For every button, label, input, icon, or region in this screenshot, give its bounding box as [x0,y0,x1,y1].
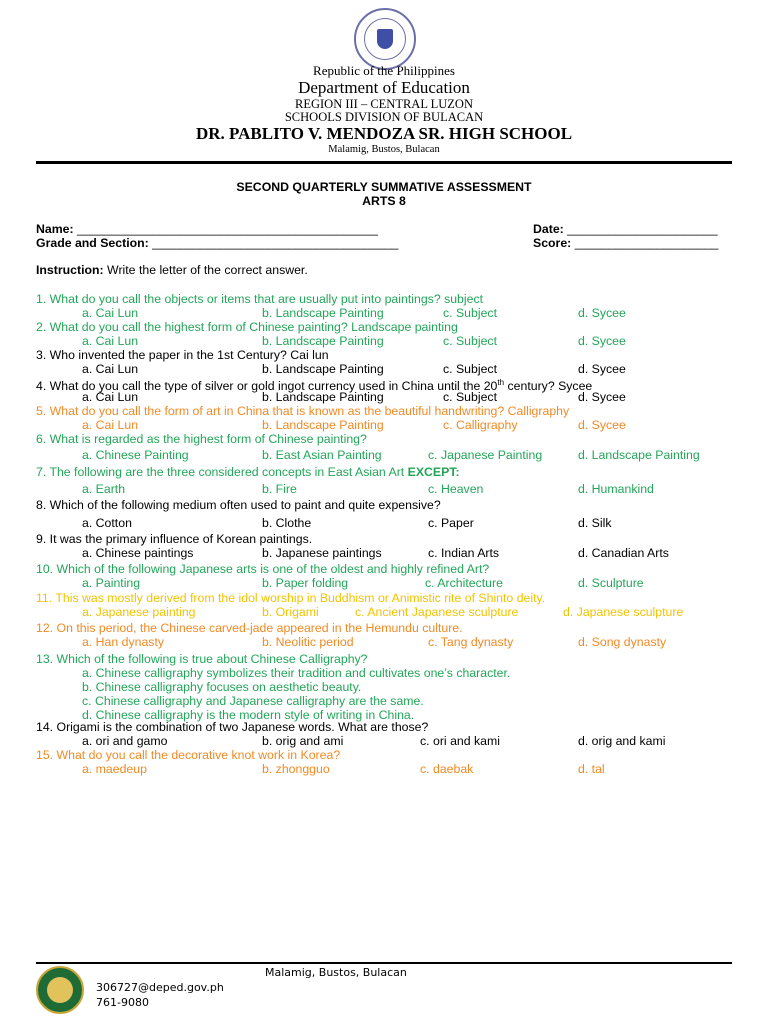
choice-15a[interactable]: a. maedeup [82,762,147,776]
division-line: SCHOOLS DIVISION OF BULACAN [284,110,484,124]
question-7-emphasis: EXCEPT: [407,465,460,479]
choice-2a[interactable]: a. Cai Lun [82,334,139,348]
choice-2b[interactable]: b. Landscape Painting [262,334,384,348]
choice-2d[interactable]: d. Sycee [578,334,626,348]
instruction-label: Instruction: [36,263,104,277]
choice-6a[interactable]: a. Chinese Painting [82,448,189,462]
choice-10a[interactable]: a. Painting [82,576,141,590]
choice-9a[interactable]: a. Chinese paintings [82,546,194,560]
header-divider [36,161,732,164]
shield-icon [377,29,393,49]
choice-2c[interactable]: c. Subject [443,334,497,348]
question-8: 8. Which of the following medium often used to paint and quite expensive? [36,498,441,512]
question-4-text-end: century? Sycee [504,379,593,394]
question-13: 13. Which of the following is true about Chinese Calligraphy? [36,652,368,666]
choice-8d[interactable]: d. Silk [578,516,612,530]
choice-3d[interactable]: d. Sycee [578,362,626,376]
question-2: 2. What do you call the highest form of Chinese painting? Landscape painting [36,320,458,334]
choice-5d[interactable]: d. Sycee [578,418,626,432]
question-3: 3. Who invented the paper in the 1st Century? Cai lun [36,348,329,362]
seal-ring [364,18,406,60]
date-field[interactable] [533,222,718,236]
choice-10c[interactable]: c. Architecture [425,576,503,590]
choice-3c[interactable]: c. Subject [443,362,497,376]
instruction-text: Write the letter of the correct answer. [103,263,308,277]
question-6: 6. What is regarded as the highest form of Chinese painting? [36,432,367,446]
choice-6b[interactable]: b. East Asian Painting [262,448,382,462]
question-7-text: 7. The following are the three considered concepts in East Asian Art [36,465,408,479]
question-5: 5. What do you call the form of art in China that is known as the beautiful handwriting? Calligraphy [36,404,570,418]
choice-8a[interactable]: a. Cotton [82,516,132,530]
question-10: 10. Which of the following Japanese arts is one of the oldest and highly refined Art? [36,562,490,576]
grade-section-field[interactable] [36,236,398,250]
choice-7c[interactable]: c. Heaven [428,482,484,496]
choice-3a[interactable]: a. Cai Lun [82,362,139,376]
choice-5b[interactable]: b. Landscape Painting [262,418,384,432]
deped-seal-logo [354,8,416,70]
choice-13d[interactable]: d. Chinese calligraphy is the modern style of writing in China. [82,708,415,722]
choice-12b[interactable]: b. Neolitic period [262,635,354,649]
choice-5c[interactable]: c. Calligraphy [443,418,518,432]
choice-14c[interactable]: c. ori and kami [420,734,500,748]
choice-11a[interactable]: a. Japanese painting [82,605,196,619]
choice-1b[interactable]: b. Landscape Painting [262,306,384,320]
seal-emblem-icon [47,977,73,1003]
choice-7d[interactable]: d. Humankind [578,482,654,496]
choice-4d[interactable]: d. Sycee [578,390,626,404]
choice-5a[interactable]: a. Cai Lun [82,418,139,432]
name-blank: ____________________________________________ [77,222,378,236]
choice-15b[interactable]: b. zhongguo [262,762,330,776]
choice-15c[interactable]: c. daebak [420,762,474,776]
question-1: 1. What do you call the objects or items that are usually put into paintings? subject [36,292,484,306]
department-line: Department of Education [298,78,470,97]
question-11: 11. This was mostly derived from the idol worship in Buddhism or Animistic rite of Shinto deity. [36,591,546,605]
choice-12d[interactable]: d. Song dynasty [578,635,667,649]
choice-11c[interactable]: c. Ancient Japanese sculpture [355,605,519,619]
school-name: DR. PABLITO V. MENDOZA SR. HIGH SCHOOL [195,124,573,143]
choice-8c[interactable]: c. Paper [428,516,474,530]
question-4-text: 4. What do you call the type of silver or gold ingot currency used in China until the 20 [36,379,498,394]
choice-8b[interactable]: b. Clothe [262,516,312,530]
question-4-superscript: th [497,378,505,387]
question-14: 14. Origami is the combination of two Japanese words. What are those? [36,720,429,734]
choice-4b[interactable]: b. Landscape Painting [262,390,384,404]
choice-7b[interactable]: b. Fire [262,482,297,496]
choice-12c[interactable]: c. Tang dynasty [428,635,514,649]
question-15: 15. What do you call the decorative knot work in Korea? [36,748,341,762]
choice-1c[interactable]: c. Subject [443,306,497,320]
footer-email[interactable]: 306727@deped.gov.ph [96,981,224,994]
footer-address: Malamig, Bustos, Bulacan [265,966,407,979]
republic-line: Republic of the Philippines [313,63,455,78]
name-label: Name: [36,222,74,236]
grade-section-blank: ____________________________________ [152,236,399,250]
choice-3b[interactable]: b. Landscape Painting [262,362,384,376]
score-blank: _____________________ [574,236,719,250]
name-field[interactable] [36,222,378,236]
choice-11d[interactable]: d. Japanese sculpture [563,605,684,619]
footer-divider [36,962,732,964]
choice-7a[interactable]: a. Earth [82,482,126,496]
date-blank: ______________________ [567,222,718,236]
choice-9c[interactable]: c. Indian Arts [428,546,500,560]
footer-phone: 761-9080 [96,996,149,1009]
choice-13c[interactable]: c. Chinese calligraphy and Japanese calligraphy are the same. [82,694,424,708]
choice-11b[interactable]: b. Origami [262,605,319,619]
choice-10d[interactable]: d. Sculpture [578,576,644,590]
instruction [36,263,308,277]
school-seal-logo [36,966,84,1014]
choice-14a[interactable]: a. ori and gamo [82,734,168,748]
assessment-title: SECOND QUARTERLY SUMMATIVE ASSESSMENT [236,180,532,194]
choice-10b[interactable]: b. Paper folding [262,576,349,590]
choice-13a[interactable]: a. Chinese calligraphy symbolizes their tradition and cultivates one’s character. [82,666,511,680]
question-7 [36,465,460,479]
grade-section-label: Grade and Section: [36,236,149,250]
score-label: Score: [533,236,572,250]
choice-6d[interactable]: d. Landscape Painting [578,448,700,462]
choice-4c[interactable]: c. Subject [443,390,497,404]
choice-9b[interactable]: b. Japanese paintings [262,546,382,560]
question-9: 9. It was the primary influence of Korean paintings. [36,532,313,546]
choice-4a[interactable]: a. Cai Lun [82,390,139,404]
choice-1d[interactable]: d. Sycee [578,306,626,320]
subject-title: ARTS 8 [362,194,406,208]
choice-14d[interactable]: d. orig and kami [578,734,666,748]
choice-1a[interactable]: a. Cai Lun [82,306,139,320]
choice-6c[interactable]: c. Japanese Painting [428,448,543,462]
choice-15d[interactable]: d. tal [578,762,605,776]
choice-14b[interactable]: b. orig and ami [262,734,344,748]
choice-9d[interactable]: d. Canadian Arts [578,546,669,560]
school-address: Malamig, Bustos, Bulacan [328,144,440,155]
score-field[interactable] [533,236,718,250]
region-line: REGION III – CENTRAL LUZON [295,97,473,111]
question-12: 12. On this period, the Chinese carved-jade appeared in the Hemundu culture. [36,621,463,635]
choice-12a[interactable]: a. Han dynasty [82,635,165,649]
date-label: Date: [533,222,564,236]
choice-13b[interactable]: b. Chinese calligraphy focuses on aesthetic beauty. [82,680,362,694]
